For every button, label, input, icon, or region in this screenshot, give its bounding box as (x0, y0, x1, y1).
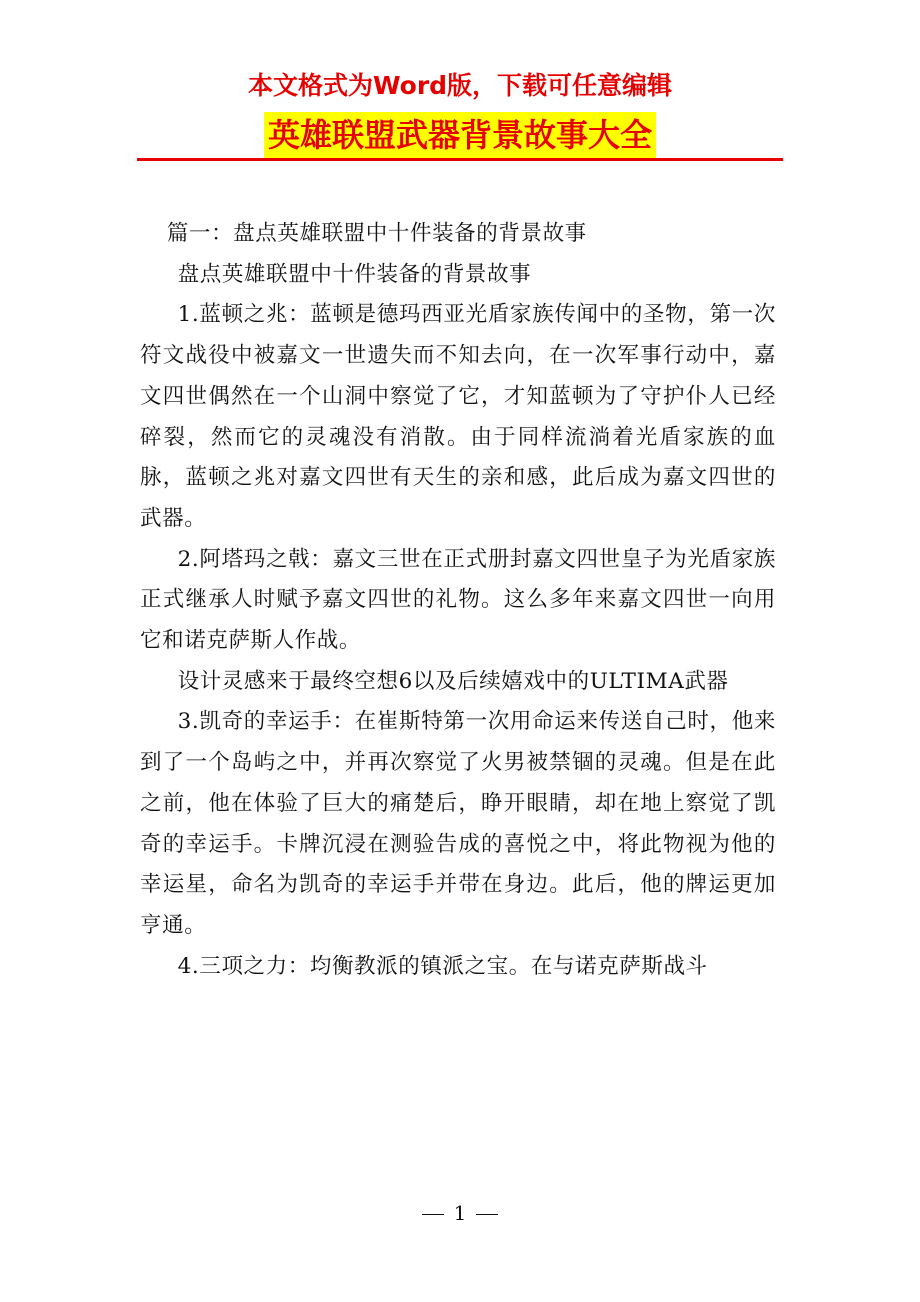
page-footer (0, 1198, 920, 1228)
page-number: 1 (453, 1201, 467, 1225)
paragraph-item-1: 1.蓝顿之兆：蓝顿是德玛西亚光盾家族传闻中的圣物，第一次符文战役中被嘉文一世遗失而不知去向，在一次军事行动中，嘉文四世偶然在一个山洞中察觉了它，才知蓝顿为了守护仆人已经碎裂，然而它的灵魂没有消散。由于同样流淌着光盾家族的血脉，蓝顿之兆对嘉文四世有天生的亲和感，此后成为嘉文四世的武器。 (140, 302, 776, 531)
footer-dash-left (422, 1214, 444, 1215)
title-container (0, 112, 920, 158)
article-title: 盘点英雄联盟中十件装备的背景故事 (177, 261, 532, 287)
download-notice: 本文格式为Word版，下载可任意编辑 (247, 71, 673, 100)
paragraph-design-note: 设计灵感来于最终空想6以及后续嬉戏中的ULTIMA武器 (177, 668, 729, 694)
paragraph-item-2: 2.阿塔玛之戟：嘉文三世在正式册封嘉文四世皇子为光盾家族正式继承人时赋予嘉文四世的礼物。这么多年来嘉文四世一向用它和诺克萨斯人作战。 (140, 546, 776, 654)
document-title: 英雄联盟武器背景故事大全 (264, 112, 656, 158)
document-body (140, 214, 776, 987)
paragraph-item-3: 3.凯奇的幸运手：在崔斯特第一次用命运来传送自己时，他来到了一个岛屿之中，并再次察觉了火男被禁锢的灵魂。但是在此之前，他在体验了巨大的痛楚后，睁开眼睛，却在地上察觉了凯奇的幸运手。卡牌沉浸在测验告成的喜悦之中，将此物视为他的幸运星，命名为凯奇的幸运手并带在身边。此后，他的牌运更加亨通。 (140, 709, 776, 938)
footer-dash-right (476, 1214, 498, 1215)
paragraph-item-4: 4.三项之力：均衡教派的镇派之宝。在与诺克萨斯战斗 (177, 953, 708, 979)
section-heading: 篇一：盘点英雄联盟中十件装备的背景故事 (166, 221, 587, 246)
title-divider (137, 158, 783, 161)
